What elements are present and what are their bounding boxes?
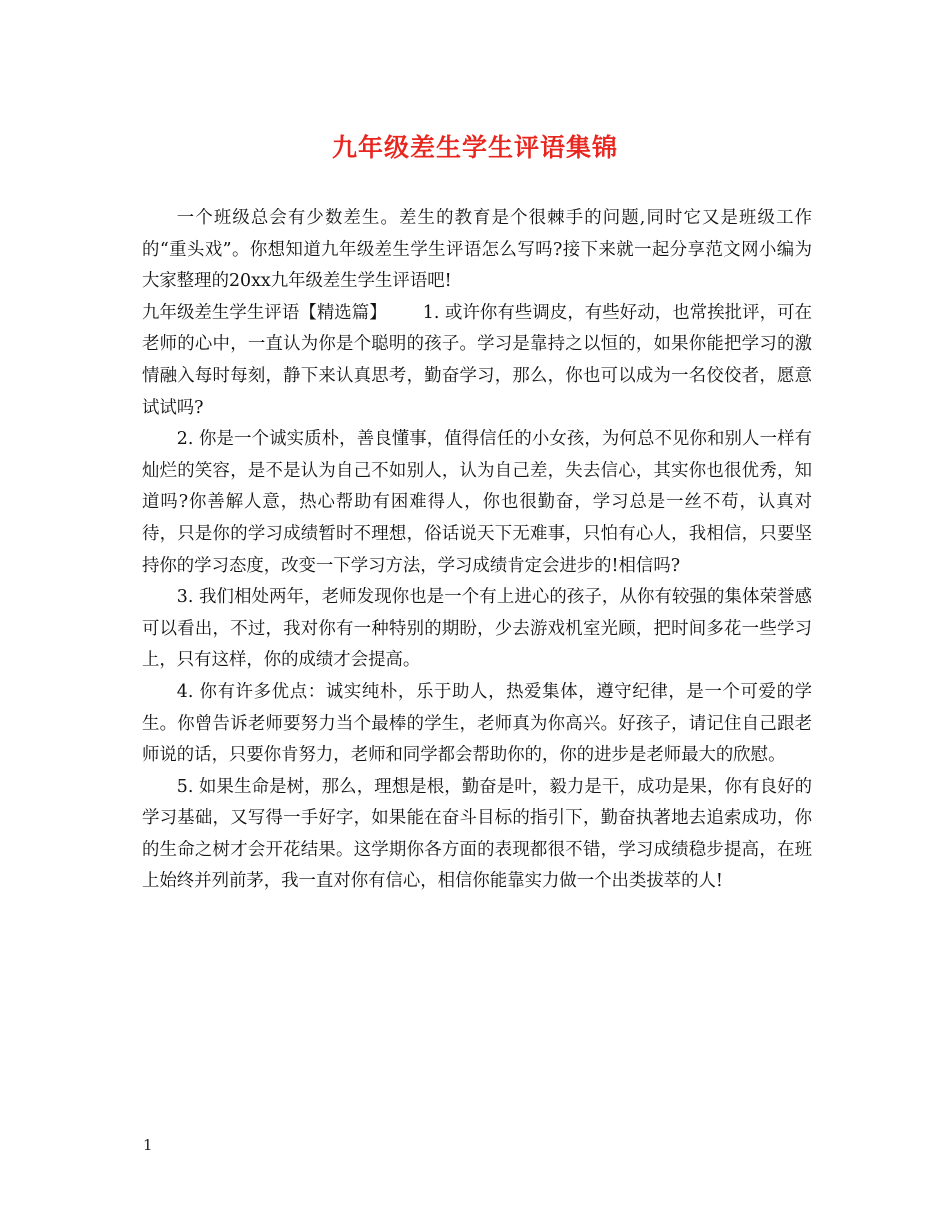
section-paragraph (142, 298, 812, 424)
intro-paragraph: 一个班级总会有少数差生。差生的教育是个很棘手的问题,同时它又是班级工作的“重头戏”。你想知道九年级差生学生评语怎么写吗?接下来就一起分享范文网小编为大家整理的20xx九年级差生学生评语吧! (142, 208, 812, 292)
comment-item-1: 1. 或许你有些调皮，有些好动，也常挨批评，可在老师的心中，一直认为你是个聪明的孩子。学习是靠持之以恒的，如果你能把学习的激情融入每时每刻，静下来认真思考，勤奋学习，那么，你也可以成为一名佼佼者，愿意试试吗? (142, 302, 812, 418)
section-heading: 九年级差生学生评语【精选篇】 (142, 302, 387, 323)
document-body (142, 203, 812, 898)
page-title: 九年级差生学生评语集锦 (331, 133, 618, 162)
comment-item-5: 5. 如果生命是树，那么，理想是根，勤奋是叶，毅力是干，成功是果，你有良好的学习基础，又写得一手好字，如果能在奋斗目标的指引下，勤奋执著地去追索成功，你的生命之树才会开花结果。这学期你各方面的表现都很不错，学习成绩稳步提高，在班上始终并列前茅，我一直对你有信心，相信你能靠实力做一个出类拔萃的人! (142, 776, 812, 892)
comment-item-2: 2. 你是一个诚实质朴，善良懂事，值得信任的小女孩，为何总不见你和别人一样有灿烂的笑容，是不是认为自己不如别人，认为自己差，失去信心，其实你也很优秀，知道吗?你善解人意，热心帮助有困难得人，你也很勤奋，学习总是一丝不苟，认真对待，只是你的学习成绩暂时不理想，俗话说天下无难事，只怕有心人，我相信，只要坚持你的学习态度，改变一下学习方法，学习成绩肯定会进步的!相信吗? (142, 429, 812, 576)
comment-item-3: 3. 我们相处两年，老师发现你也是一个有上进心的孩子，从你有较强的集体荣誉感可以看出，不过，我对你有一种特别的期盼，少去游戏机室光顾，把时间多花一些学习上，只有这样，你的成绩才会提高。 (142, 587, 812, 671)
page-number: 1 (143, 1136, 153, 1154)
comment-item-4: 4. 你有许多优点：诚实纯朴，乐于助人，热爱集体，遵守纪律，是一个可爱的学生。你曾告诉老师要努力当个最棒的学生，老师真为你高兴。好孩子，请记住自己跟老师说的话，只要你肯努力，老师和同学都会帮助你的，你的进步是老师最大的欣慰。 (142, 681, 812, 766)
